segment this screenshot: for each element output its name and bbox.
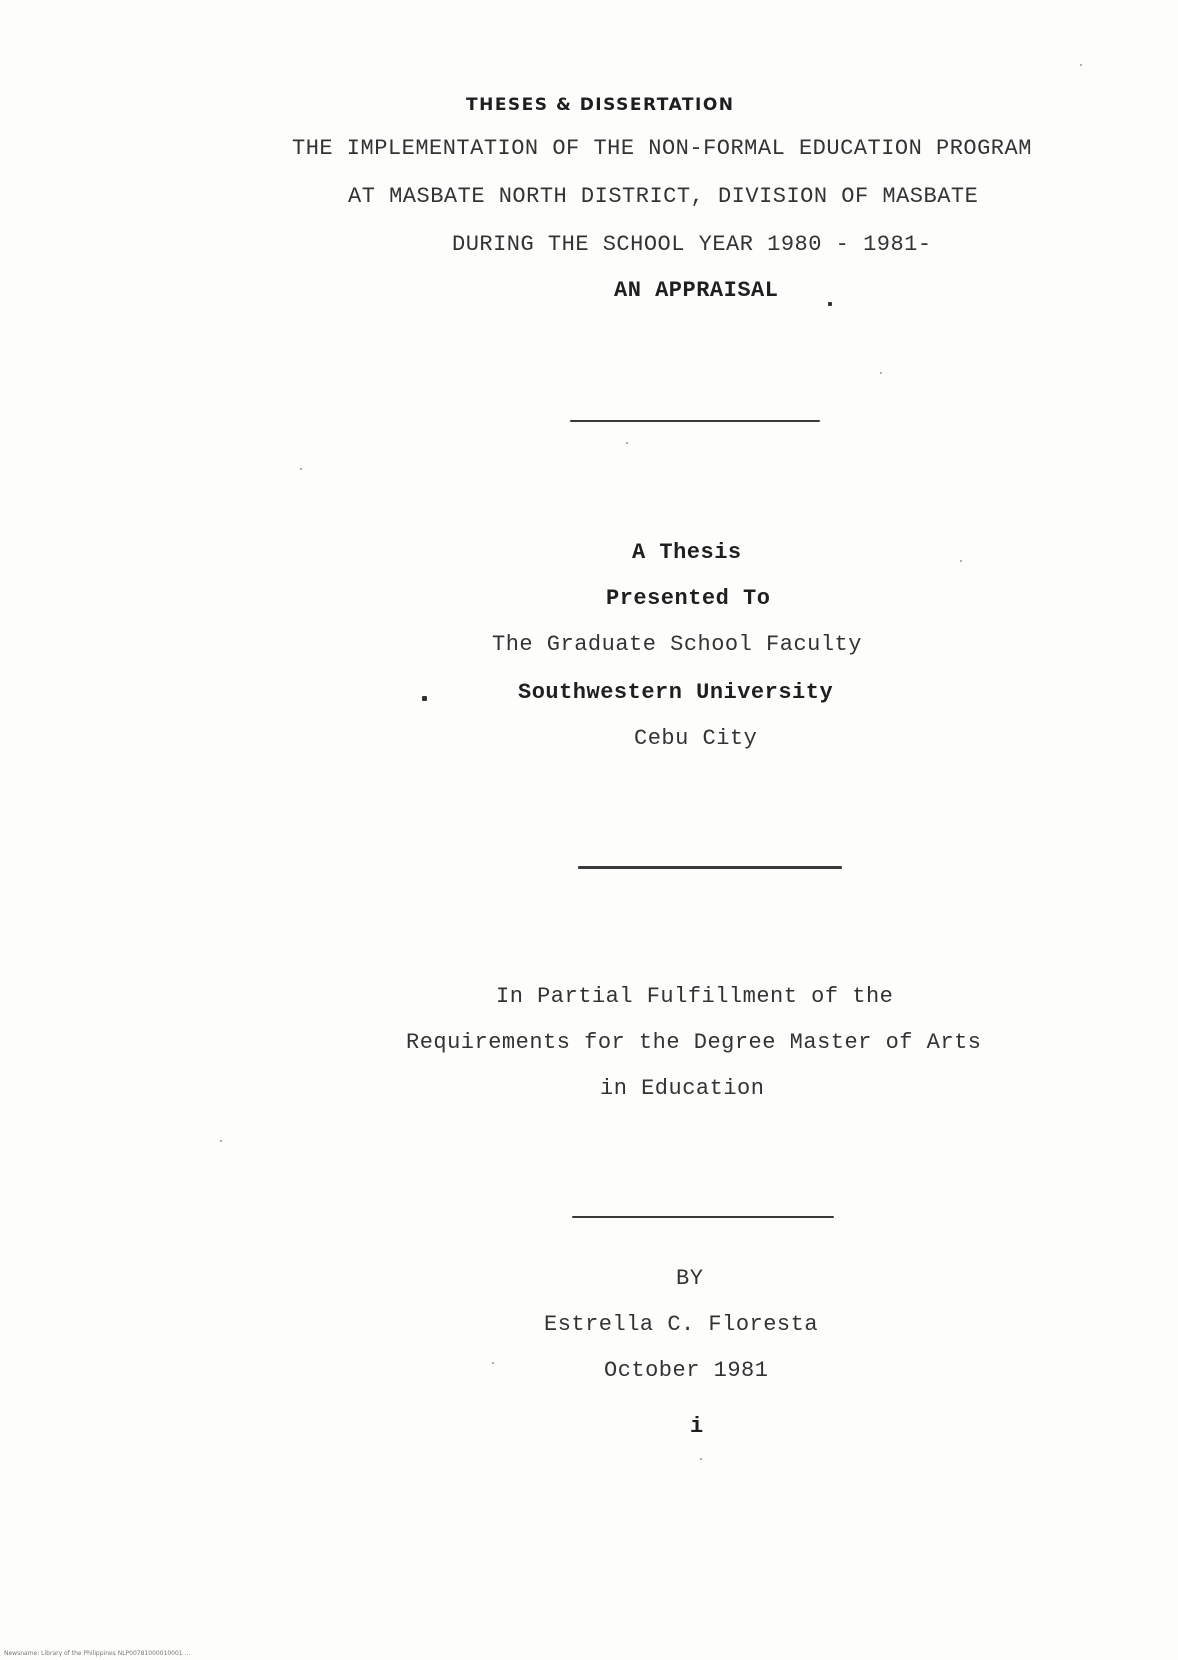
page-number: i [690, 1414, 704, 1439]
scan-speck [492, 1362, 494, 1364]
fulfillment-line-2: Requirements for the Degree Master of Arts [406, 1030, 982, 1055]
thesis-line-1: A Thesis [632, 540, 742, 565]
thesis-line-2: Presented To [606, 586, 771, 611]
by-label: BY [676, 1266, 704, 1291]
title-line-3: DURING THE SCHOOL YEAR 1980 - 1981- [452, 232, 932, 257]
scan-footer: Newsname: Library of the Philippines NLP00781000010001 ... [4, 1650, 191, 1657]
fulfillment-line-3: in Education [600, 1076, 765, 1101]
divider-rule-3 [572, 1216, 834, 1218]
scan-speck [220, 1140, 222, 1142]
scan-speck [828, 302, 832, 306]
thesis-line-5: Cebu City [634, 726, 758, 751]
fulfillment-line-1: In Partial Fulfillment of the [496, 984, 894, 1009]
theses-stamp: THESES & DISSERTATION [466, 95, 735, 115]
scan-speck [1080, 64, 1082, 66]
divider-rule-2 [578, 866, 842, 869]
thesis-line-3: The Graduate School Faculty [492, 632, 862, 657]
scan-speck [960, 560, 962, 562]
title-line-1: THE IMPLEMENTATION OF THE NON-FORMAL EDUCATION PROGRAM [292, 136, 1032, 161]
scan-speck [880, 372, 882, 374]
submission-date: October 1981 [604, 1358, 769, 1383]
title-line-2: AT MASBATE NORTH DISTRICT, DIVISION OF MASBATE [348, 184, 979, 209]
title-line-4: AN APPRAISAL [614, 278, 779, 303]
divider-rule-1 [570, 420, 820, 422]
scan-speck [626, 442, 628, 444]
thesis-line-4: Southwestern University [518, 680, 834, 705]
author-name: Estrella C. Floresta [544, 1312, 819, 1337]
scan-speck [300, 468, 302, 470]
scan-speck [422, 696, 427, 701]
scan-speck [700, 1458, 702, 1460]
